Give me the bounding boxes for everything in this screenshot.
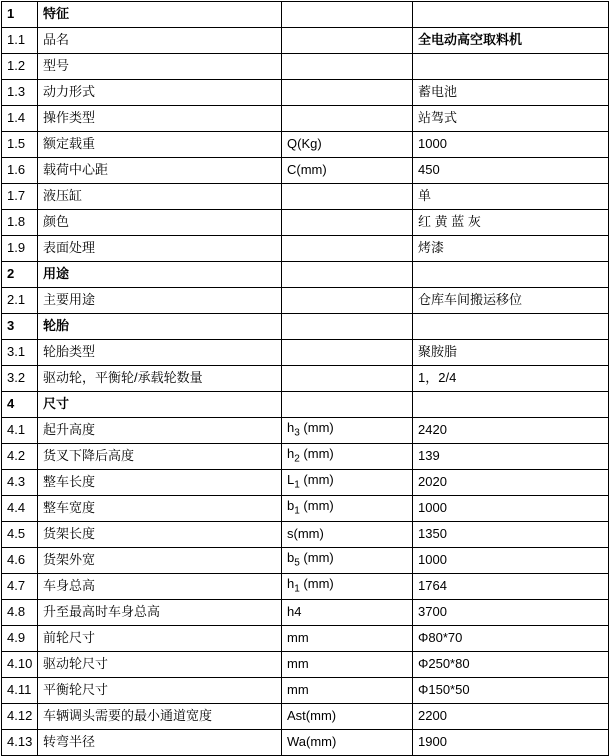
row-unit: [282, 366, 413, 392]
row-number: 1.2: [2, 54, 38, 80]
row-label: 货架长度: [38, 522, 282, 548]
row-unit: [282, 210, 413, 236]
row-number: 4.9: [2, 626, 38, 652]
row-unit: s(mm): [282, 522, 413, 548]
row-number: 4.11: [2, 678, 38, 704]
table-row: [2, 418, 609, 444]
row-label: 颜色: [38, 210, 282, 236]
row-label: 主要用途: [38, 288, 282, 314]
row-unit: [282, 184, 413, 210]
row-unit: [282, 262, 413, 288]
row-label: 货叉下降后高度: [38, 444, 282, 470]
table-row: [2, 28, 609, 54]
row-value: 站驾式: [413, 106, 609, 132]
row-label: 货架外宽: [38, 548, 282, 574]
row-unit: $h_2$ (mm): [282, 444, 413, 470]
table-row: [2, 132, 609, 158]
table-row: [2, 366, 609, 392]
row-value: 全电动高空取料机: [413, 28, 609, 54]
row-label: 液压缸: [38, 184, 282, 210]
row-label: 型号: [38, 54, 282, 80]
table-row: [2, 652, 609, 678]
row-number: 4.5: [2, 522, 38, 548]
row-value: 2200: [413, 704, 609, 730]
row-unit: h4: [282, 600, 413, 626]
table-row: [2, 80, 609, 106]
table-row: [2, 340, 609, 366]
row-label: 升至最高时车身总高: [38, 600, 282, 626]
row-number: 4.2: [2, 444, 38, 470]
row-label: 整车长度: [38, 470, 282, 496]
row-unit: [282, 314, 413, 340]
row-value: 红 黄 蓝 灰: [413, 210, 609, 236]
row-unit: $h_3$ (mm): [282, 418, 413, 444]
table-row: [2, 2, 609, 28]
row-unit: mm: [282, 678, 413, 704]
row-value: [413, 2, 609, 28]
row-number: 1.3: [2, 80, 38, 106]
table-row: [2, 236, 609, 262]
table-row: [2, 392, 609, 418]
specification-table-body: [2, 2, 609, 756]
row-value: 2420: [413, 418, 609, 444]
row-value: 聚胺脂: [413, 340, 609, 366]
row-value: 单: [413, 184, 609, 210]
row-label: 轮胎类型: [38, 340, 282, 366]
row-value: [413, 54, 609, 80]
row-number: 3: [2, 314, 38, 340]
table-row: [2, 496, 609, 522]
table-row: [2, 470, 609, 496]
row-unit: Wa(mm): [282, 730, 413, 756]
row-unit: Q(Kg): [282, 132, 413, 158]
row-number: 1.7: [2, 184, 38, 210]
row-label: 特征: [38, 2, 282, 28]
row-value: 1764: [413, 574, 609, 600]
row-unit: [282, 54, 413, 80]
row-number: 1.6: [2, 158, 38, 184]
row-unit: Ast(mm): [282, 704, 413, 730]
row-number: 4.1: [2, 418, 38, 444]
row-label: 品名: [38, 28, 282, 54]
row-label: 载荷中心距: [38, 158, 282, 184]
row-number: 1.9: [2, 236, 38, 262]
row-label: 整车宽度: [38, 496, 282, 522]
table-row: [2, 184, 609, 210]
row-value: 2020: [413, 470, 609, 496]
row-number: 4.3: [2, 470, 38, 496]
row-value: 139: [413, 444, 609, 470]
table-row: [2, 626, 609, 652]
row-label: 起升高度: [38, 418, 282, 444]
row-unit: mm: [282, 652, 413, 678]
row-value: [413, 314, 609, 340]
row-unit: [282, 28, 413, 54]
row-value: Φ250*80: [413, 652, 609, 678]
row-number: 1.5: [2, 132, 38, 158]
row-number: 1.1: [2, 28, 38, 54]
table-row: [2, 548, 609, 574]
row-value: 蓄电池: [413, 80, 609, 106]
table-row: [2, 522, 609, 548]
row-value: [413, 262, 609, 288]
row-unit: $b_5$ (mm): [282, 548, 413, 574]
row-number: 4.4: [2, 496, 38, 522]
table-row: [2, 106, 609, 132]
row-label: 车身总高: [38, 574, 282, 600]
row-number: 1.8: [2, 210, 38, 236]
row-label: 驱动轮，平衡轮/承载轮数量: [38, 366, 282, 392]
row-number: 4: [2, 392, 38, 418]
row-label: 车辆调头需要的最小通道宽度: [38, 704, 282, 730]
row-unit: $h_1$ (mm): [282, 574, 413, 600]
row-number: 3.2: [2, 366, 38, 392]
row-unit: [282, 80, 413, 106]
row-number: 4.13: [2, 730, 38, 756]
table-row: [2, 158, 609, 184]
row-label: 用途: [38, 262, 282, 288]
row-unit: [282, 236, 413, 262]
row-label: 表面处理: [38, 236, 282, 262]
row-label: 动力形式: [38, 80, 282, 106]
table-row: [2, 444, 609, 470]
table-row: [2, 288, 609, 314]
row-unit: $L_1$ (mm): [282, 470, 413, 496]
row-label: 转弯半径: [38, 730, 282, 756]
row-label: 操作类型: [38, 106, 282, 132]
row-unit: [282, 340, 413, 366]
row-unit: [282, 288, 413, 314]
row-value: 1000: [413, 496, 609, 522]
row-value: 1900: [413, 730, 609, 756]
row-label: 尺寸: [38, 392, 282, 418]
row-number: 4.7: [2, 574, 38, 600]
row-number: 4.12: [2, 704, 38, 730]
row-value: Φ150*50: [413, 678, 609, 704]
row-number: 4.8: [2, 600, 38, 626]
table-row: [2, 574, 609, 600]
row-unit: [282, 392, 413, 418]
row-value: 烤漆: [413, 236, 609, 262]
row-unit: [282, 106, 413, 132]
row-label: 平衡轮尺寸: [38, 678, 282, 704]
row-number: 4.10: [2, 652, 38, 678]
row-unit: $b_1$ (mm): [282, 496, 413, 522]
row-unit: [282, 2, 413, 28]
table-row: [2, 730, 609, 756]
row-value: 仓库车间搬运移位: [413, 288, 609, 314]
row-number: 2.1: [2, 288, 38, 314]
row-value: 1350: [413, 522, 609, 548]
row-number: 2: [2, 262, 38, 288]
row-number: 3.1: [2, 340, 38, 366]
table-row: [2, 678, 609, 704]
row-value: 1000: [413, 132, 609, 158]
row-label: 轮胎: [38, 314, 282, 340]
row-unit: mm: [282, 626, 413, 652]
row-value: 450: [413, 158, 609, 184]
row-label: 额定载重: [38, 132, 282, 158]
table-row: [2, 704, 609, 730]
table-row: [2, 54, 609, 80]
row-value: 1，2/4: [413, 366, 609, 392]
table-row: [2, 600, 609, 626]
row-label: 驱动轮尺寸: [38, 652, 282, 678]
table-row: [2, 314, 609, 340]
row-number: 1.4: [2, 106, 38, 132]
row-number: 1: [2, 2, 38, 28]
specification-table: [1, 1, 609, 756]
row-value: 1000: [413, 548, 609, 574]
row-unit: C(mm): [282, 158, 413, 184]
table-row: [2, 262, 609, 288]
row-value: Φ80*70: [413, 626, 609, 652]
table-row: [2, 210, 609, 236]
row-number: 4.6: [2, 548, 38, 574]
row-label: 前轮尺寸: [38, 626, 282, 652]
row-value: [413, 392, 609, 418]
row-value: 3700: [413, 600, 609, 626]
